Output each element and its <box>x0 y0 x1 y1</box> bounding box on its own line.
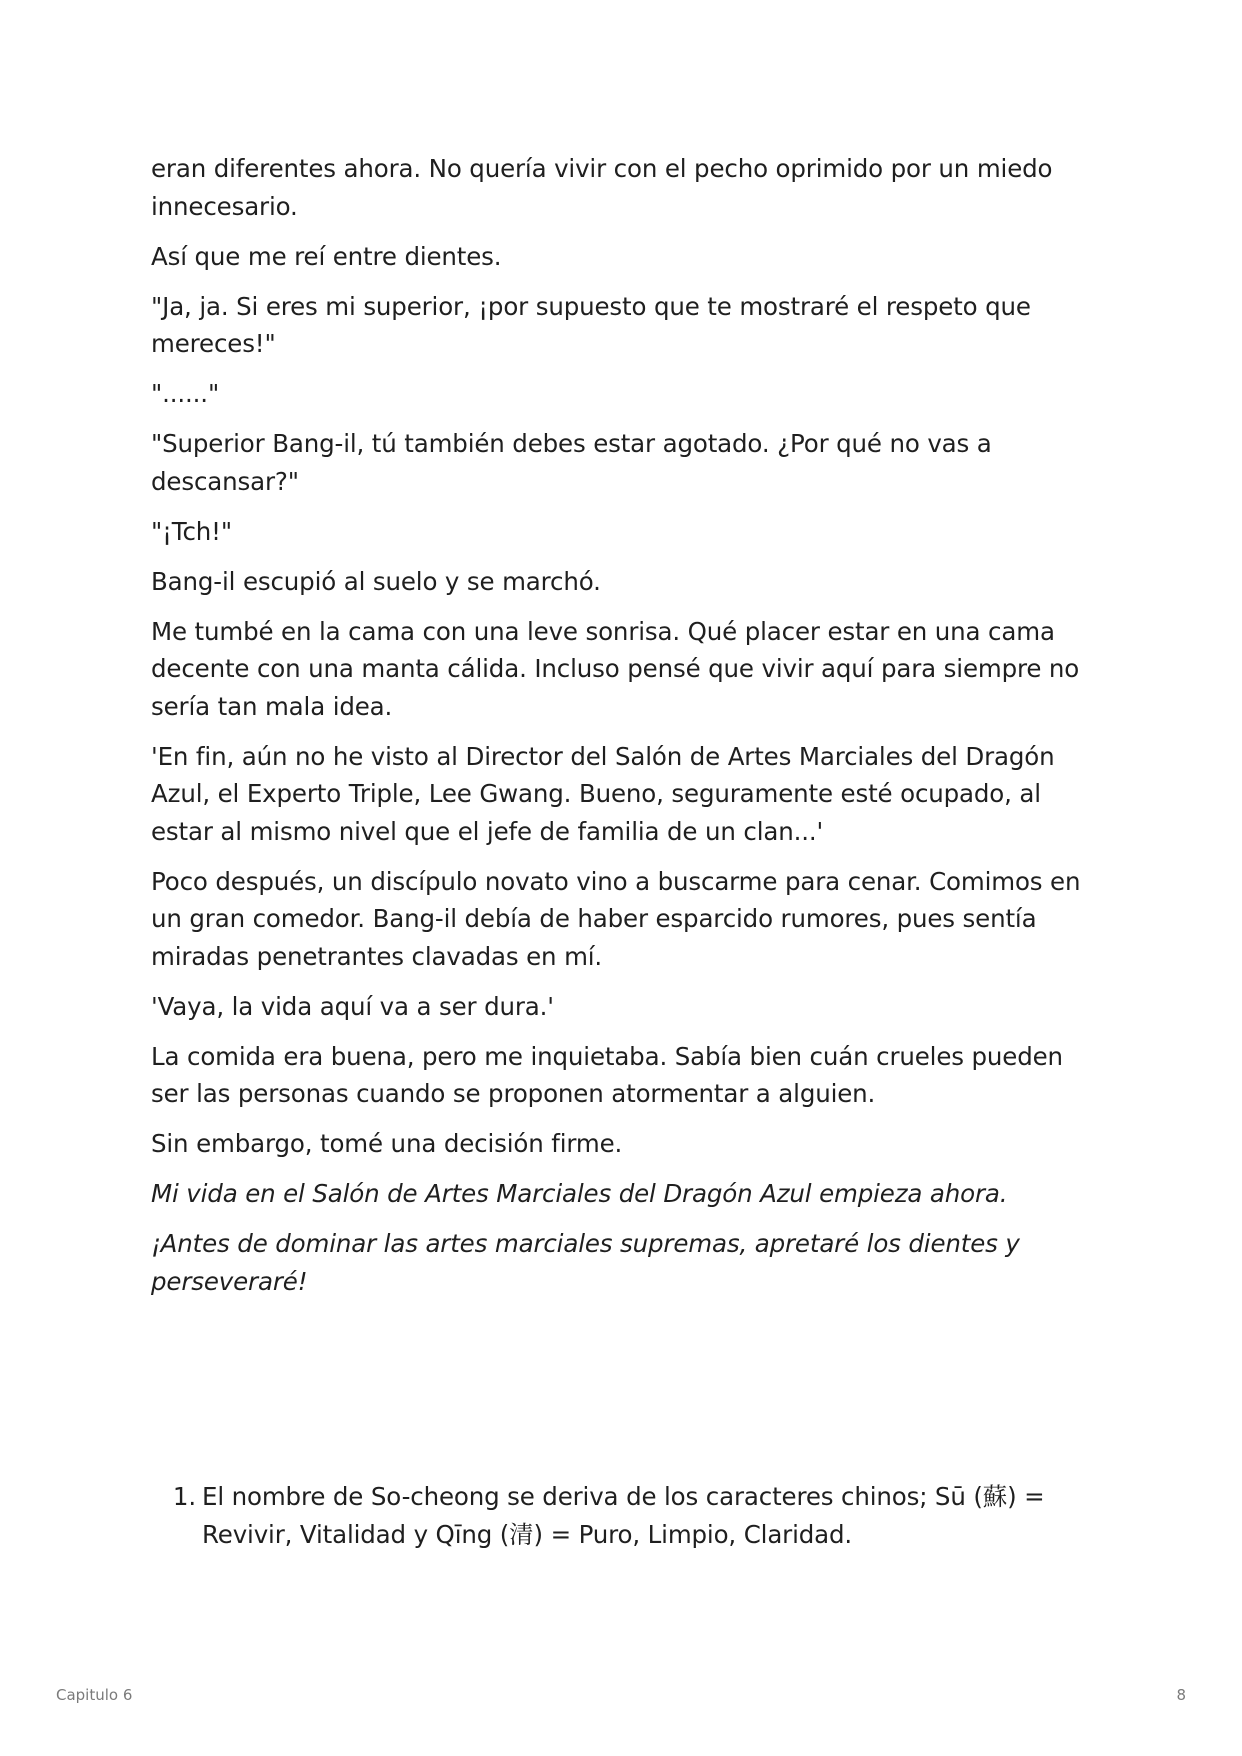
footer-chapter-label: Capitulo 6 <box>56 1686 133 1704</box>
footnote-text: El nombre de So-cheong se deriva de los caracteres chinos; Sū (蘇) = Revivir, Vitalidad y Qīng (清) = Puro, Limpio, Claridad. <box>202 1482 1045 1549</box>
paragraph-4: "......" <box>151 379 220 408</box>
chapter-body <box>151 150 1101 1313</box>
paragraph-13: Sin embargo, tomé una decisión firme. <box>151 1129 623 1158</box>
paragraph-7: Bang-il escupió al suelo y se marchó. <box>151 566 601 596</box>
paragraph-5: "Superior Bang-il, tú también debes estar agotado. ¿Por qué no vas a descansar?" <box>151 429 992 496</box>
footnotes <box>151 1478 1101 1553</box>
paragraph-8: Me tumbé en la cama con una leve sonrisa. Qué placer estar en una cama decente con una manta cálida. Incluso pensé que vivir aquí para siempre no sería tan mala idea. <box>151 616 1080 721</box>
footer-page-number: 8 <box>1176 1686 1186 1704</box>
paragraph-2: Así que me reí entre dientes. <box>151 241 502 271</box>
paragraph-6: "¡Tch!" <box>151 516 232 546</box>
footnote-item <box>151 1478 1101 1553</box>
paragraph-12: La comida era buena, pero me inquietaba. Sabía bien cuán crueles pueden ser las personas cuando se proponen atormentar a alguien. <box>151 1041 1063 1108</box>
paragraph-1: eran diferentes ahora. No quería vivir con el pecho oprimido por un miedo innecesario. <box>151 154 1053 221</box>
paragraph-3: "Ja, ja. Si eres mi superior, ¡por supuesto que te mostraré el respeto que mereces!" <box>151 291 1031 358</box>
footnote-number: 1. <box>172 1482 196 1511</box>
paragraph-14: Mi vida en el Salón de Artes Marciales del Dragón Azul empieza ahora. <box>151 1179 1008 1208</box>
paragraph-9: 'En fin, aún no he visto al Director del Salón de Artes Marciales del Dragón Azul, el Experto Triple, Lee Gwang. Bueno, seguramente esté ocupado, al estar al mismo nivel que el jefe de familia de un clan...' <box>151 741 1055 846</box>
paragraph-11: 'Vaya, la vida aquí va a ser dura.' <box>151 991 554 1021</box>
paragraph-10: Poco después, un discípulo novato vino a buscarme para cenar. Comimos en un gran comedor. Bang-il debía de haber esparcido rumores, pues sentía miradas penetrantes clavadas en mí. <box>151 866 1081 971</box>
paragraph-15: ¡Antes de dominar las artes marciales supremas, apretaré los dientes y perseveraré! <box>151 1229 1020 1296</box>
